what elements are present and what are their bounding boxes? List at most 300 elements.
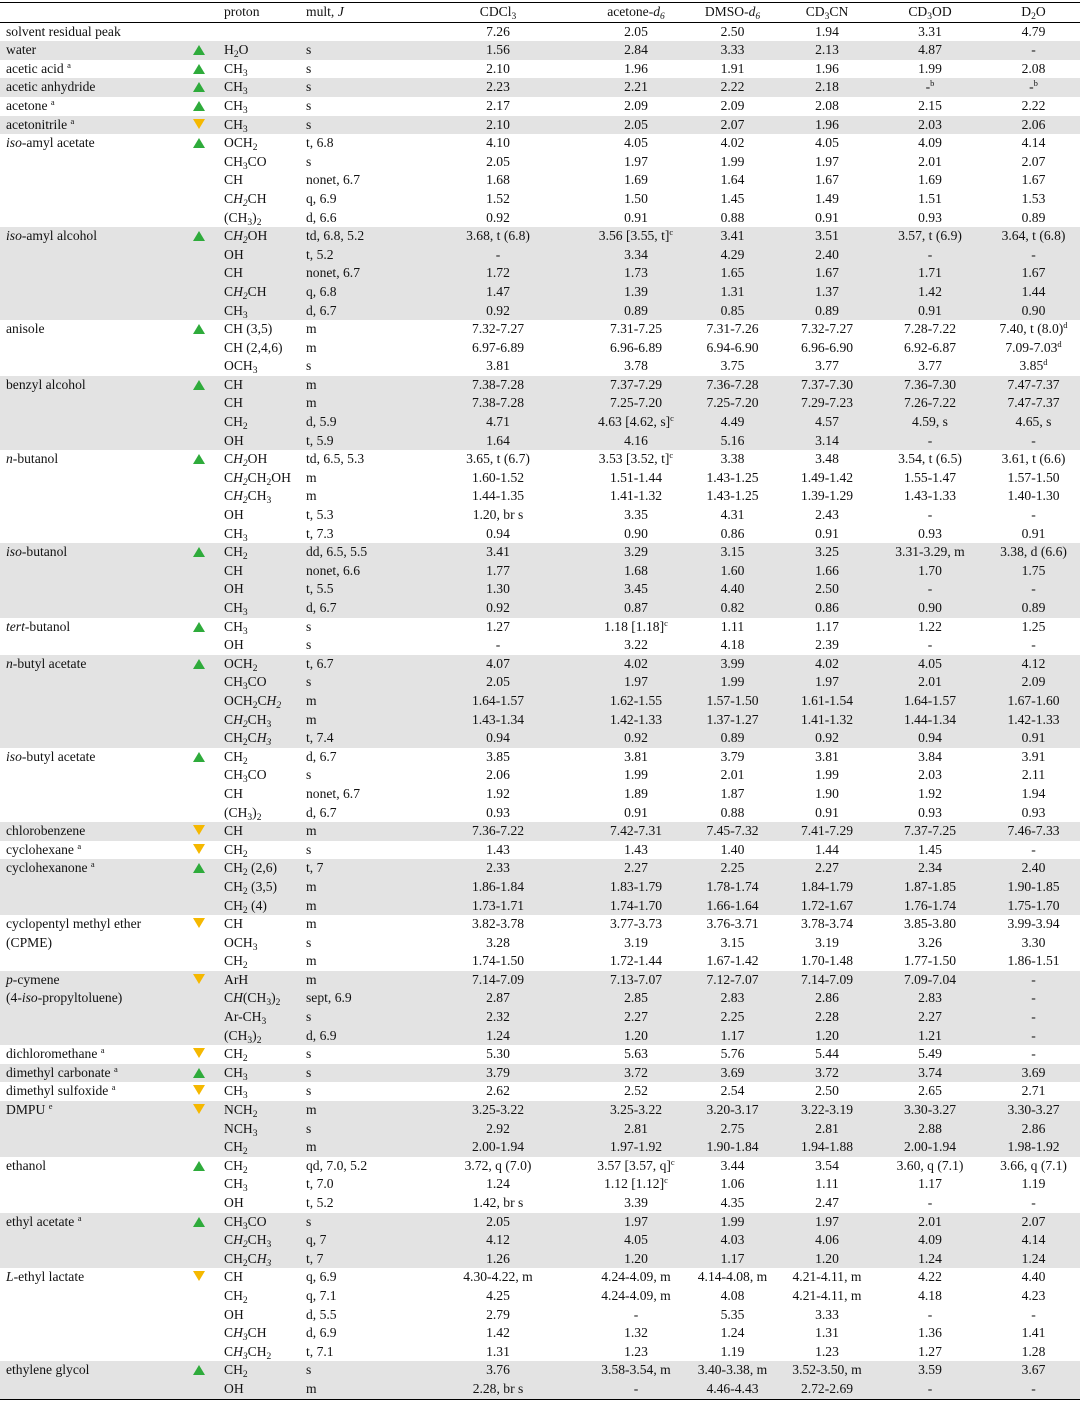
marker-cell [193,1157,224,1176]
shift-dmso-d6: 0.86 [720,525,745,541]
marker-cell [193,897,224,916]
mult-cell: m [306,897,408,916]
table-row [0,394,1080,413]
shift-d2o: 1.75 [987,562,1080,581]
shift-acetone-d6: 3.56 [3.55, t]$^c$ [588,227,684,246]
shift-cd3cn: 4.06 [781,1231,873,1250]
proton-cell: $CH_2CH_2OH$ [224,469,291,488]
shift-d2o: 2.07 [987,1213,1080,1232]
marker-cell [193,450,224,469]
shift-cdcl3: 1.43-1.34 [408,711,588,730]
table-row [0,1306,1080,1325]
shift-dmso-d6: 4.18 [720,637,745,653]
shift-cd3cn: 2.39 [815,637,839,653]
shift-acetone-d6: 1.96 [624,60,648,76]
proton-cell: $OCH_2$ [224,135,258,154]
mult-cell: t, 7 [306,1250,408,1269]
solvent-name: iso-amyl alcohol [0,227,193,246]
shift-acetone-d6: 3.29 [588,543,684,562]
shift-cd3od: 1.76-1.74 [873,897,987,916]
solvent-name [0,1008,193,1027]
shift-d2o: 1.25 [1021,618,1046,634]
shift-d2o: - [987,580,1080,599]
shift-d2o: 4.12 [987,655,1080,674]
shift-d2o: 7.47-7.37 [987,376,1080,395]
marker-cell [193,859,224,878]
marker-cell [193,804,224,823]
table-row [0,153,1080,172]
mult-cell: s [306,1083,312,1099]
shift-cd3od: -$^b$ [873,78,987,97]
table-row [0,246,1080,265]
mult-cell: t, 7 [306,859,408,878]
shift-dmso-d6: 1.11 [720,618,745,634]
proton-cell: OH [224,432,306,451]
proton-cell: CH [224,172,243,188]
shift-dmso-d6: 4.46-4.43 [684,1380,781,1399]
shift-acetone-d6: 7.42-7.31 [588,822,684,841]
shift-dmso-d6: 3.79 [720,748,745,764]
shift-cdcl3: 1.60-1.52 [471,469,525,485]
shift-d2o: 3.85$^d$ [1019,357,1048,374]
solvent-name: cyclopentyl methyl ether [6,916,142,932]
mult-cell: m [306,1380,408,1399]
shift-cd3cn: 4.21-4.11, m [792,1287,862,1303]
shift-acetone-d6: 4.05 [588,1231,684,1250]
mult-cell: nonet, 6.6 [306,562,408,581]
shift-cd3od: - [873,246,987,265]
shift-cdcl3: - [495,637,501,653]
table-row [0,506,1080,525]
shift-acetone-d6: 3.53 [3.52, t]$^c$ [598,450,674,467]
shift-cdcl3: 1.64 [408,432,588,451]
solvent-name [0,264,193,283]
shift-acetone-d6: 1.12 $[1.12]^c$ [604,1175,668,1192]
shift-cd3cn: 4.21-4.11, m [792,1269,862,1285]
marker-cell [193,264,224,283]
header-proton: proton [224,3,306,23]
shift-cd3od: 1.27 [918,1343,942,1359]
mult-cell: s [306,1064,408,1083]
shift-cdcl3: 2.05 [486,153,510,169]
shift-cd3cn: 2.43 [815,507,839,523]
mult-cell: s [306,1213,408,1232]
shift-dmso-d6: 1.60 [684,562,781,581]
proton-cell: $CH_3$ [224,525,248,544]
mult-cell: q, 7.1 [306,1287,337,1303]
proton-cell: CH [224,562,306,581]
proton-cell: $CH_3CO$ [224,673,306,692]
shift-acetone-d6: 1.20 [588,1027,684,1046]
marker-cell [193,1306,224,1325]
proton-cell: $Ar-CH_3$ [224,1008,306,1027]
solvent-name: iso-butyl acetate [6,748,96,764]
shift-cd3cn: 1.94-1.88 [781,1138,873,1157]
shift-dmso-d6: 1.45 [720,190,745,206]
shift-d2o: -$^b$ [987,78,1080,97]
table-row [0,171,1080,190]
shift-cd3cn: 1.49-1.42 [800,469,854,485]
proton-cell: CH [224,376,306,395]
table-row [0,134,1080,153]
triangle-down-icon [193,1048,205,1058]
proton-cell: CH (2,4,6) [224,339,283,355]
shift-cdcl3: 3.68, t (6.8) [408,227,588,246]
marker-cell [193,934,224,953]
shift-cd3od: 3.26 [918,934,942,950]
marker-cell [193,989,224,1008]
mult-cell: m [306,971,408,990]
table-row [0,897,1080,916]
shift-cd3cn: 1.41-1.32 [781,711,873,730]
mult-cell: d, 6.7 [306,599,408,618]
shift-cd3cn: 2.28 [781,1008,873,1027]
mult-cell: nonet, 6.7 [306,264,408,283]
shift-d2o: 1.42-1.33 [987,711,1080,730]
shift-dmso-d6: 1.99 [720,153,745,169]
marker-cell [193,1008,224,1027]
shift-cdcl3: 3.85 [486,748,510,764]
shift-cd3cn: 3.25 [781,543,873,562]
shift-cd3cn: 2.72-2.69 [781,1380,873,1399]
solvent-name [0,357,193,376]
shift-cd3od: 4.18 [918,1287,942,1303]
shift-cd3cn: 1.97 [815,153,839,169]
shift-cd3od: 7.36-7.30 [873,376,987,395]
shift-cd3cn: 0.91 [815,209,839,225]
shift-d2o: 0.89 [1021,209,1046,225]
shift-cd3cn: 7.41-7.29 [781,822,873,841]
shift-cd3od: 5.49 [918,1046,942,1062]
table-row [0,543,1080,562]
shift-cd3od: 3.60, q (7.1) [896,1157,964,1173]
proton-cell: CH [224,264,306,283]
shift-d2o: 1.44 [987,283,1080,302]
shift-cd3cn: 1.61-1.54 [781,692,873,711]
shift-cd3od: 2.34 [873,859,987,878]
shift-acetone-d6: 2.52 [624,1083,648,1099]
marker-cell [193,1287,224,1306]
shift-dmso-d6: 7.36-7.28 [684,376,781,395]
shift-acetone-d6: 1.62-1.55 [588,692,684,711]
shift-acetone-d6: 0.89 [588,302,684,321]
solvent-name [0,506,193,525]
proton-cell: $CH_2CH_3$ [224,711,306,730]
table-row [0,1138,1080,1157]
triangle-down-icon [193,918,205,928]
shift-d2o: 2.11 [1021,767,1046,783]
shift-dmso-d6: 7.45-7.32 [684,822,781,841]
shift-dmso-d6: 3.33 [684,41,781,60]
shift-cd3od: - [873,580,987,599]
shift-dmso-d6: 0.88 [720,804,745,820]
proton-cell: $CH_2$ [224,1361,306,1380]
shift-cd3cn: 2.50 [815,1083,839,1099]
triangle-down-icon [193,974,205,984]
mult-cell: t, 5.9 [306,432,408,451]
shift-acetone-d6: 3.35 [624,507,648,523]
marker-cell [193,283,224,302]
mult-cell: s [306,78,408,97]
shift-cdcl3: 1.68 [486,172,510,188]
header-cdcl3: CDCl$_3$ [408,3,588,23]
shift-acetone-d6: 2.84 [588,41,684,60]
shift-cdcl3: 2.79 [486,1306,510,1322]
triangle-up-icon [193,1161,205,1171]
marker-cell [193,766,224,785]
mult-cell: m [306,469,317,485]
shift-dmso-d6: 4.49 [684,413,781,432]
mult-cell: m [306,953,317,969]
table-row [0,190,1080,209]
mult-cell: nonet, 6.7 [306,785,360,801]
proton-cell: $NCH_3$ [224,1120,306,1139]
shift-dmso-d6: 1.43-1.25 [706,469,759,485]
table-row [0,376,1080,395]
marker-cell [193,562,224,581]
shift-cdcl3: 7.32-7.27 [471,321,525,337]
table-row [0,1175,1080,1194]
shift-cd3od: 2.15 [918,97,942,113]
shift-d2o: 2.22 [1021,97,1046,113]
table-row [0,209,1080,228]
marker-cell [193,41,224,60]
shift-acetone-d6: 0.91 [624,209,648,225]
shift-d2o: 3.91 [1021,748,1046,764]
shift-d2o: 0.91 [1021,525,1046,541]
mult-cell: s [306,116,408,135]
shift-cd3cn: 1.70-1.48 [800,953,854,969]
solvent-name [0,878,193,897]
proton-cell: $CH_2CH_3$ [224,1250,306,1269]
shift-dmso-d6: 1.90-1.84 [684,1138,781,1157]
shift-acetone-d6: 1.43 [624,841,648,857]
shift-acetone-d6: 1.50 [624,190,648,206]
shift-acetone-d6: 1.89 [624,785,648,801]
shift-cd3cn: 3.54 [815,1157,839,1173]
shift-cdcl3: 1.77 [408,562,588,581]
shift-dmso-d6: 1.87 [720,785,745,801]
shift-cd3cn: 1.72-1.67 [781,897,873,916]
mult-cell: t, 5.5 [306,580,408,599]
shift-d2o: - [1031,637,1036,653]
proton-cell: $CH_3$ [224,116,306,135]
mult-cell: d, 5.5 [306,1306,337,1322]
shift-cd3cn: 2.13 [781,41,873,60]
marker-cell [193,748,224,767]
shift-dmso-d6: 4.03 [684,1231,781,1250]
shift-d2o: 0.89 [987,599,1080,618]
shift-cd3od: 1.77-1.50 [903,953,957,969]
proton-cell: $CH_2CH_3$ [224,488,272,507]
table-row [0,339,1080,358]
proton-cell: CH [224,916,243,932]
shift-acetone-d6: 7.31-7.25 [609,321,663,337]
mult-cell: d, 6.9 [306,1027,408,1046]
shift-dmso-d6: 0.82 [684,599,781,618]
mult-cell: t, 5.2 [306,1195,334,1210]
marker-cell [193,116,224,135]
shift-cd3cn: 1.66 [781,562,873,581]
shift-d2o: 3.69 [987,1064,1080,1083]
solvent-name [0,562,193,581]
shift-cdcl3: 1.74-1.50 [471,953,525,969]
proton-cell: OH [224,246,306,265]
marker-cell [193,1082,224,1101]
shift-d2o: - [987,41,1080,60]
shift-d2o: 2.86 [987,1120,1080,1139]
solvent-name [0,729,193,748]
proton-cell: $(CH_3)_2$ [224,804,262,823]
marker-cell [193,673,224,692]
shift-cdcl3: 2.62 [486,1083,510,1099]
shift-cd3od: 7.09-7.04 [873,971,987,990]
shift-acetone-d6: 1.74-1.70 [588,897,684,916]
shift-cd3od: 3.85-3.80 [903,916,957,932]
mult-cell: m [306,692,408,711]
shift-cd3od: 0.94 [873,729,987,748]
shift-acetone-d6: - [633,1306,639,1322]
shift-d2o: 7.40, t $(8.0)^d$ [999,320,1068,337]
shift-cd3od: 0.93 [918,525,942,541]
proton-cell: $CH_2$ [224,953,248,972]
proton-cell: OH [224,507,244,523]
mult-cell: s [306,1361,408,1380]
table-row [0,804,1080,823]
shift-cd3od: 2.00-1.94 [873,1138,987,1157]
marker-cell [193,487,224,506]
shift-dmso-d6: 1.57-1.50 [684,692,781,711]
marker-cell [193,729,224,748]
shift-cd3od: 2.03 [918,767,942,783]
shift-d2o: - [987,971,1080,990]
table-row [0,729,1080,748]
marker-cell [193,320,224,339]
triangle-up-icon [193,1365,205,1375]
marker-cell [193,822,224,841]
shift-acetone-d6: 4.02 [588,655,684,674]
shift-cd3cn: 1.31 [815,1325,839,1341]
shift-cdcl3: 1.42, br s [472,1195,524,1210]
proton-cell: $CH_3CH$ [224,1325,267,1344]
shift-cd3od: 2.01 [918,153,942,169]
shift-d2o: 1.57-1.50 [1007,469,1060,485]
shift-cd3cn: 1.90 [815,785,839,801]
shift-acetone-d6: 1.97 [588,673,684,692]
marker-cell [193,1175,224,1194]
table-row [0,1157,1080,1176]
shift-cdcl3: 2.05 [408,673,588,692]
table-row [0,1120,1080,1139]
shift-cdcl3: - [408,246,588,265]
table-row [0,655,1080,674]
triangle-down-icon [193,825,205,835]
shift-acetone-d6: 4.05 [624,135,648,151]
triangle-up-icon [193,324,205,334]
shift-cdcl3: 7.38-7.28 [408,394,588,413]
table-row [0,320,1080,339]
shift-cdcl3: 0.94 [408,729,588,748]
table-row [0,1231,1080,1250]
shift-cdcl3: 3.82-3.78 [471,916,525,932]
mult-cell: td, 6.5, 5.3 [306,451,365,467]
proton-cell: OH [224,1195,244,1210]
marker-cell [193,1324,224,1343]
shift-d2o: 1.67 [987,264,1080,283]
shift-cd3od: 4.09 [918,135,942,151]
shift-dmso-d6: 1.78-1.74 [684,878,781,897]
shift-cd3cn: 3.72 [781,1064,873,1083]
shift-cd3cn: 2.81 [781,1120,873,1139]
proton-cell: $CH_2$ [224,1138,306,1157]
shift-dmso-d6: 4.40 [684,580,781,599]
proton-cell: $CH_3$ [224,97,248,116]
shift-cdcl3: 1.24 [408,1027,588,1046]
shift-dmso-d6: 3.76-3.71 [706,916,759,932]
shift-d2o: 4.65, s [987,413,1080,432]
triangle-up-icon [193,82,205,92]
shift-cd3cn: 3.14 [781,432,873,451]
mult-cell: dd, 6.5, 5.5 [306,543,408,562]
shift-cd3od: 2.27 [873,1008,987,1027]
shift-acetone-d6: 4.24-4.09, m [601,1287,671,1303]
shift-cd3od: 1.64-1.57 [873,692,987,711]
shift-acetone-d6: 3.58-3.54, m [588,1361,684,1380]
shift-d2o: 2.09 [987,673,1080,692]
marker-cell [193,376,224,395]
shift-dmso-d6: 2.75 [684,1120,781,1139]
shift-dmso-d6: 1.37-1.27 [684,711,781,730]
proton-cell: $OCH_3$ [224,934,258,953]
shift-d2o: - [987,246,1080,265]
shift-dmso-d6: 1.40 [720,841,745,857]
proton-cell: $CH_3CO$ [224,767,267,786]
mult-cell: sept, 6.9 [306,989,408,1008]
table-row [0,413,1080,432]
shift-acetone-d6: 2.09 [624,97,648,113]
marker-cell [193,1194,224,1213]
marker-cell [193,357,224,376]
solvent-name [0,1306,193,1325]
mult-cell: t, 7.3 [306,525,334,541]
shift-cdcl3: 2.17 [486,97,510,113]
proton-cell: $CH_2CH$ [224,283,306,302]
table-row [0,989,1080,1008]
shift-cd3cn: 1.20 [781,1250,873,1269]
mult-cell: nonet, 6.7 [306,172,360,188]
shift-cd3cn: 1.49 [815,190,839,206]
proton-cell: CH [224,785,243,801]
nmr-shift-table [0,2,1080,1400]
shift-d2o: 4.79 [1021,23,1046,39]
shift-cd3od: 3.59 [873,1361,987,1380]
table-row [0,22,1080,41]
shift-cd3cn: 4.05 [815,135,839,151]
solvent-name: water [0,41,193,60]
table-row [0,1380,1080,1399]
shift-dmso-d6: 1.66-1.64 [684,897,781,916]
proton-cell: OH [224,1380,306,1399]
shift-cdcl3: 1.43 [486,841,510,857]
shift-dmso-d6: 7.31-7.26 [706,321,759,337]
mult-cell: m [306,1101,408,1120]
shift-dmso-d6: 3.44 [720,1157,745,1173]
marker-cell [193,432,224,451]
shift-acetone-d6: 4.16 [588,432,684,451]
marker-cell [193,190,224,209]
triangle-up-icon [193,64,205,74]
shift-acetone-d6: 1.41-1.32 [609,488,663,504]
